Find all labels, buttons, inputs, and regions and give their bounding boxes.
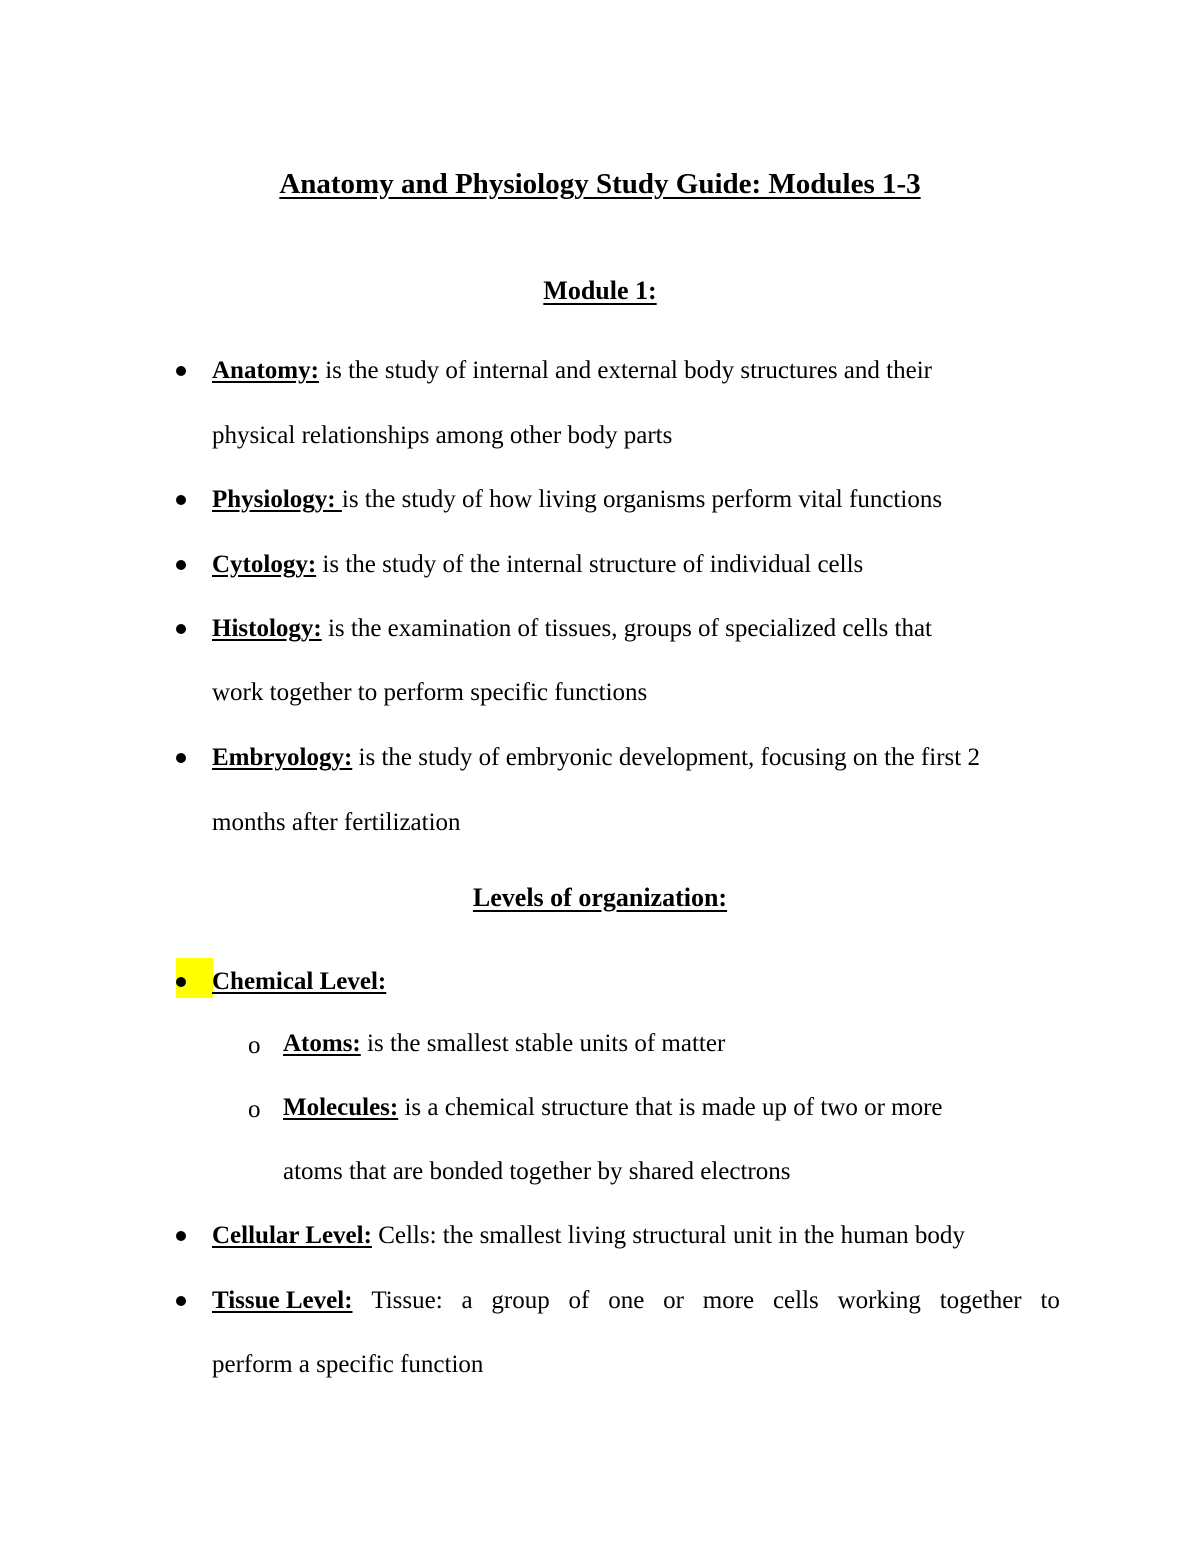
level-cellular: [212, 1223, 1072, 1248]
definition-anatomy: [212, 358, 1072, 383]
level-tissue-continued: perform a specific function: [212, 1351, 484, 1378]
sublevel-molecules-continued: atoms that are bonded together by shared electrons: [283, 1158, 791, 1185]
term-label: Atoms:: [283, 1030, 361, 1057]
word: or: [663, 1287, 684, 1314]
word: together: [939, 1287, 1022, 1314]
definition-text: is the examination of tissues, groups of specialized cells that: [321, 615, 932, 642]
word: to: [1040, 1287, 1060, 1314]
word: group: [491, 1287, 550, 1314]
bullet-icon: [176, 1296, 186, 1306]
definition-text: is the study of internal and external body structures and their: [318, 357, 932, 384]
definition-text: is the smallest stable units of matter: [360, 1030, 726, 1057]
bullet-icon: [176, 753, 186, 763]
definition-histology-continued: work together to perform specific functions: [212, 679, 648, 706]
term-label: Cytology:: [212, 551, 317, 578]
word: a: [461, 1287, 473, 1314]
definition-text: is a chemical structure that is made up of two or more: [398, 1094, 943, 1121]
level-tissue: [212, 1288, 1060, 1313]
document-title: Anatomy and Physiology Study Guide: Modules 1-3: [279, 168, 921, 200]
word: of: [568, 1287, 590, 1314]
term-label: Tissue Level:: [212, 1287, 353, 1314]
term-label: Anatomy:: [212, 357, 319, 384]
definition-embryology: [212, 745, 1072, 770]
term-label: Embryology:: [212, 744, 353, 771]
bullet-icon: [176, 624, 186, 634]
definition-text: is the study of the internal structure of individual cells: [316, 551, 864, 578]
sublevel-molecules: [283, 1095, 1143, 1120]
word: working: [837, 1287, 921, 1314]
definition-text: is the study of embryonic development, focusing on the first 2: [352, 744, 980, 771]
circle-bullet-icon: o: [248, 1096, 261, 1123]
definition-text: Cells: the smallest living structural unit in the human body: [371, 1222, 965, 1249]
definition-physiology: [212, 487, 1072, 512]
circle-bullet-icon: o: [248, 1032, 261, 1059]
term-label: Physiology:: [212, 486, 342, 513]
module-1-heading: Module 1:: [543, 276, 657, 305]
bullet-icon: [176, 366, 186, 376]
definition-anatomy-continued: physical relationships among other body parts: [212, 422, 673, 449]
word: cells: [772, 1287, 819, 1314]
bullet-icon: [176, 495, 186, 505]
term-label: Cellular Level:: [212, 1222, 372, 1249]
term-label: Histology:: [212, 615, 322, 642]
definition-text: is the study of how living organisms perform vital functions: [341, 486, 943, 513]
word: more: [702, 1287, 755, 1314]
word: Tissue:: [371, 1287, 443, 1314]
bullet-icon: [176, 1231, 186, 1241]
definition-cytology: [212, 552, 1072, 577]
level-chemical: [212, 969, 1072, 994]
definition-embryology-continued: months after fertilization: [212, 809, 461, 836]
sublevel-atoms: [283, 1031, 1143, 1056]
term-label: Chemical Level:: [212, 968, 387, 995]
term-label: Molecules:: [283, 1094, 399, 1121]
word: one: [608, 1287, 645, 1314]
levels-heading: Levels of organization:: [472, 883, 728, 912]
bullet-icon: [176, 977, 186, 987]
bullet-icon: [176, 560, 186, 570]
definition-histology: [212, 616, 1072, 641]
